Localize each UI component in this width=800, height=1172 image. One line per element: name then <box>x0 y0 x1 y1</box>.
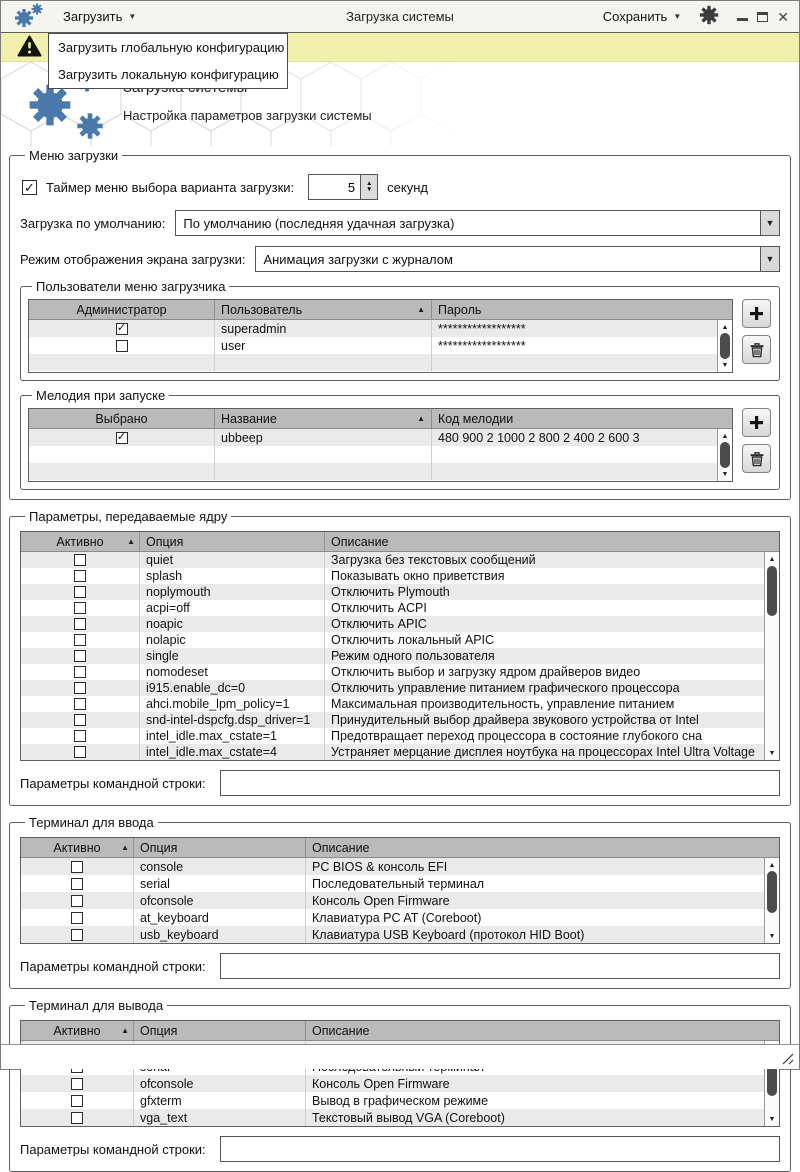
column-header-active[interactable]: Активно ▲ <box>53 1023 129 1038</box>
column-header-description[interactable]: Описание <box>324 532 779 551</box>
column-header-admin[interactable]: Администратор <box>76 302 167 317</box>
description-cell: Принудительный выбор драйвера звукового устройства от Intel <box>324 712 779 728</box>
menu-item-load-local-config[interactable]: Загрузить локальную конфигурацию <box>58 67 279 82</box>
boot-menu-group <box>9 148 791 500</box>
option-cell: splash <box>139 568 324 584</box>
name-cell: ubbeep <box>214 429 431 446</box>
option-cell: intel_idle.max_cstate=1 <box>139 728 324 744</box>
active-checkbox[interactable] <box>74 634 86 646</box>
boot-users-legend: Пользователи меню загрузчика <box>36 279 226 294</box>
column-header-active[interactable]: Активно ▲ <box>53 840 129 855</box>
delete-user-button[interactable] <box>742 335 771 364</box>
column-header-option[interactable]: Опция <box>133 1021 305 1040</box>
active-checkbox[interactable] <box>74 586 86 598</box>
spin-up-icon: ▲ <box>365 180 373 187</box>
trash-icon <box>749 342 765 358</box>
load-dropdown-menu <box>48 33 288 89</box>
vertical-scrollbar[interactable] <box>764 552 779 760</box>
input-terminal-group <box>9 815 791 989</box>
option-cell: quiet <box>139 552 324 568</box>
scroll-up-icon[interactable]: ▲ <box>768 555 776 563</box>
option-cell: usb_keyboard <box>133 926 305 943</box>
status-bar <box>1 1044 799 1069</box>
app-gears-icon <box>11 1 45 32</box>
warning-triangle-icon <box>17 35 42 60</box>
vertical-scrollbar[interactable] <box>717 320 732 372</box>
table-row[interactable] <box>21 648 779 664</box>
column-header-option[interactable]: Опция <box>133 838 305 857</box>
active-checkbox[interactable] <box>74 698 86 710</box>
boot-menu-legend: Меню загрузки <box>29 148 119 163</box>
column-header-selected[interactable]: Выбрано <box>95 411 148 426</box>
main-content <box>1 146 799 1172</box>
option-cell: noapic <box>139 616 324 632</box>
startup-melody-group <box>20 388 780 490</box>
table-row[interactable] <box>21 584 779 600</box>
output-terminal-legend: Терминал для вывода <box>29 998 164 1013</box>
users-table-body <box>29 320 732 372</box>
sort-asc-icon: ▲ <box>417 305 425 314</box>
table-row[interactable] <box>21 600 779 616</box>
scroll-up-icon[interactable]: ▲ <box>721 323 729 331</box>
active-checkbox[interactable] <box>71 912 83 924</box>
settings-gear-icon[interactable] <box>699 5 719 28</box>
sort-asc-icon: ▲ <box>121 1026 129 1035</box>
input-terminal-cmdline-input[interactable] <box>220 953 780 979</box>
table-row[interactable] <box>21 632 779 648</box>
description-cell: Текстовый вывод VGA (Coreboot) <box>305 1109 779 1126</box>
column-header-code[interactable]: Код мелодии <box>431 409 732 428</box>
chevron-down-icon: ▼ <box>765 254 775 264</box>
input-terminal-legend: Терминал для ввода <box>29 815 154 830</box>
kernel-cmdline-input[interactable] <box>220 770 780 796</box>
option-cell: nomodeset <box>139 664 324 680</box>
plus-icon <box>749 415 764 430</box>
user-cell: user <box>214 337 431 354</box>
table-row[interactable] <box>21 858 779 875</box>
table-row[interactable] <box>21 1075 779 1092</box>
active-checkbox[interactable] <box>71 861 83 873</box>
boot-users-group <box>20 279 780 381</box>
timer-value-input[interactable] <box>308 174 361 200</box>
maximize-button[interactable] <box>757 12 768 22</box>
output-terminal-group <box>9 998 791 1172</box>
chevron-down-icon: ▼ <box>673 12 682 21</box>
page-subtitle: Настройка параметров загрузки системы <box>123 108 372 123</box>
table-row[interactable] <box>21 712 779 728</box>
user-cell: superadmin <box>214 320 431 337</box>
startup-melody-legend: Мелодия при запуске <box>36 388 166 403</box>
save-menu-label: Сохранить <box>602 9 668 24</box>
vertical-scrollbar[interactable] <box>717 429 732 481</box>
table-row[interactable] <box>21 552 779 568</box>
active-checkbox[interactable] <box>74 602 86 614</box>
column-header-description[interactable]: Описание <box>305 838 779 857</box>
scroll-down-icon[interactable]: ▼ <box>768 1115 776 1123</box>
load-menu-button[interactable] <box>59 6 140 27</box>
plus-icon <box>749 306 764 321</box>
kernel-params-table <box>20 531 780 761</box>
spin-down-icon: ▼ <box>365 186 373 193</box>
option-cell: intel_idle.max_cstate=4 <box>139 744 324 760</box>
option-cell: noplymouth <box>139 584 324 600</box>
description-cell: Загрузка без текстовых сообщений <box>324 552 779 568</box>
output-terminal-table <box>20 1020 780 1127</box>
description-cell: Показывать окно приветствия <box>324 568 779 584</box>
scrollbar-thumb[interactable] <box>720 442 730 468</box>
display-mode-value: Анимация загрузки с журналом <box>263 251 453 267</box>
description-cell: Консоль Open Firmware <box>305 892 779 909</box>
table-row[interactable] <box>21 664 779 680</box>
description-cell: Клавиатура PC AT (Coreboot) <box>305 909 779 926</box>
cmdline-label: Параметры командной строки: <box>20 958 206 974</box>
kernel-params-legend: Параметры, передаваемые ядру <box>29 509 228 524</box>
vertical-scrollbar[interactable] <box>764 858 779 943</box>
option-cell: snd-intel-dspcfg.dsp_driver=1 <box>139 712 324 728</box>
description-cell: Отключить APIC <box>324 616 779 632</box>
sort-asc-icon: ▲ <box>121 843 129 852</box>
load-menu-label: Загрузить <box>63 9 123 24</box>
password-cell: ****************** <box>431 320 732 337</box>
active-checkbox[interactable] <box>74 666 86 678</box>
password-cell: ****************** <box>431 337 732 354</box>
scroll-up-icon[interactable]: ▲ <box>721 432 729 440</box>
active-checkbox[interactable] <box>71 895 83 907</box>
chevron-down-icon: ▼ <box>128 12 137 21</box>
description-cell: Отключить ACPI <box>324 600 779 616</box>
menu-item-load-global-config[interactable]: Загрузить глобальную конфигурацию <box>58 40 285 55</box>
table-row[interactable] <box>21 568 779 584</box>
resize-grip-icon[interactable] <box>781 1052 794 1065</box>
window-title: Загрузка системы <box>346 9 454 24</box>
table-row[interactable] <box>21 696 779 712</box>
users-table <box>28 299 733 373</box>
option-cell: acpi=off <box>139 600 324 616</box>
default-boot-value: По умолчанию (последняя удачная загрузка) <box>183 215 455 231</box>
kernel-params-body <box>21 552 779 760</box>
table-row[interactable] <box>21 744 779 760</box>
description-cell: Отключить локальный APIC <box>324 632 779 648</box>
column-header-name[interactable]: Название ▲ <box>214 409 431 428</box>
timer-spinbox <box>308 174 378 200</box>
active-checkbox[interactable] <box>71 929 83 941</box>
input-terminal-body <box>21 858 779 943</box>
timer-unit-label: секунд <box>387 179 428 195</box>
input-terminal-table <box>20 837 780 944</box>
description-cell: PC BIOS & консоль EFI <box>305 858 779 875</box>
active-checkbox[interactable] <box>74 682 86 694</box>
table-row[interactable] <box>21 728 779 744</box>
description-cell: Режим одного пользователя <box>324 648 779 664</box>
melody-table-body <box>29 429 732 481</box>
cmdline-label: Параметры командной строки: <box>20 1141 206 1157</box>
admin-checkbox[interactable] <box>116 340 128 352</box>
option-cell: vga_text <box>133 1109 305 1126</box>
save-menu-button[interactable] <box>599 6 686 27</box>
spinner-arrows[interactable] <box>361 174 378 200</box>
add-melody-button[interactable] <box>742 408 771 437</box>
table-row[interactable] <box>21 926 779 943</box>
table-row[interactable] <box>21 1092 779 1109</box>
description-cell: Последовательный терминал <box>305 875 779 892</box>
description-cell: Клавиатура USB Keyboard (протокол HID Boot) <box>305 926 779 943</box>
timer-checkbox[interactable]: ✓ <box>22 180 37 195</box>
table-row[interactable] <box>21 1109 779 1126</box>
column-header-password[interactable]: Пароль <box>431 300 732 319</box>
kernel-params-group <box>9 509 791 806</box>
table-row[interactable] <box>21 616 779 632</box>
display-mode-combobox[interactable] <box>255 246 780 272</box>
admin-checkbox[interactable]: ✓ <box>116 322 127 334</box>
delete-melody-button[interactable] <box>742 444 771 473</box>
melody-table <box>28 408 733 482</box>
description-cell: Отключить Plymouth <box>324 584 779 600</box>
scroll-down-icon[interactable]: ▼ <box>768 749 776 757</box>
table-row[interactable] <box>29 337 732 354</box>
column-header-option[interactable]: Опция <box>139 532 324 551</box>
output-terminal-cmdline-input[interactable] <box>220 1136 780 1162</box>
description-cell: Отключить управление питанием графического процессора <box>324 680 779 696</box>
option-cell: gfxterm <box>133 1092 305 1109</box>
scroll-down-icon[interactable]: ▼ <box>721 470 729 478</box>
active-checkbox[interactable] <box>71 1095 83 1107</box>
active-checkbox[interactable] <box>74 730 86 742</box>
scroll-down-icon[interactable]: ▼ <box>721 361 729 369</box>
menubar <box>1 1 799 33</box>
active-checkbox[interactable] <box>74 650 86 662</box>
option-cell: nolapic <box>139 632 324 648</box>
table-row[interactable] <box>29 429 732 446</box>
table-row[interactable] <box>21 680 779 696</box>
description-cell: Консоль Open Firmware <box>305 1075 779 1092</box>
scrollbar-thumb[interactable] <box>720 333 730 359</box>
scrollbar-thumb[interactable] <box>767 871 777 913</box>
description-cell: Предотвращает переход процессора в состояние глубокого сна <box>324 728 779 744</box>
sort-asc-icon: ▲ <box>417 414 425 423</box>
column-header-active[interactable]: Активно ▲ <box>56 534 135 549</box>
default-boot-combobox[interactable] <box>175 210 780 236</box>
option-cell: single <box>139 648 324 664</box>
minimize-button[interactable] <box>737 18 748 21</box>
trash-icon <box>749 451 765 467</box>
combo-arrow-button[interactable] <box>760 211 779 235</box>
description-cell: Устраняет мерцание дисплея ноутбука на процессорах Intel Ultra Voltage <box>324 744 779 760</box>
option-cell: i915.enable_dc=0 <box>139 680 324 696</box>
active-checkbox[interactable] <box>74 618 86 630</box>
active-checkbox[interactable] <box>71 1112 83 1124</box>
active-checkbox[interactable] <box>71 1078 83 1090</box>
active-checkbox[interactable] <box>74 554 86 566</box>
option-cell: console <box>133 858 305 875</box>
option-cell: ofconsole <box>133 892 305 909</box>
code-cell: 480 900 2 1000 2 800 2 400 2 600 3 <box>431 429 732 446</box>
active-checkbox[interactable] <box>74 570 86 582</box>
table-row[interactable] <box>29 320 732 337</box>
default-boot-label: Загрузка по умолчанию: <box>20 215 166 231</box>
active-checkbox[interactable] <box>74 746 86 758</box>
table-row[interactable] <box>21 909 779 926</box>
description-cell: Отключить выбор и загрузку ядром драйверов видео <box>324 664 779 680</box>
active-checkbox[interactable] <box>74 714 86 726</box>
close-button[interactable]: ✕ <box>777 8 789 25</box>
column-header-user[interactable]: Пользователь ▲ <box>214 300 431 319</box>
option-cell: ahci.mobile_lpm_policy=1 <box>139 696 324 712</box>
sort-asc-icon: ▲ <box>127 537 135 546</box>
scrollbar-thumb[interactable] <box>767 566 777 616</box>
option-cell: at_keyboard <box>133 909 305 926</box>
display-mode-label: Режим отображения экрана загрузки: <box>20 251 246 267</box>
option-cell: serial <box>133 875 305 892</box>
empty-row <box>29 446 732 463</box>
table-row[interactable] <box>21 892 779 909</box>
chevron-down-icon: ▼ <box>765 218 775 228</box>
empty-row <box>29 463 732 480</box>
empty-row <box>29 354 732 371</box>
cmdline-label: Параметры командной строки: <box>20 775 206 791</box>
active-checkbox[interactable] <box>71 878 83 890</box>
scroll-down-icon[interactable]: ▼ <box>768 932 776 940</box>
scroll-up-icon[interactable]: ▲ <box>768 861 776 869</box>
combo-arrow-button[interactable] <box>760 247 779 271</box>
column-header-description[interactable]: Описание <box>305 1021 779 1040</box>
table-row[interactable] <box>21 875 779 892</box>
description-cell: Вывод в графическом режиме <box>305 1092 779 1109</box>
add-user-button[interactable] <box>742 299 771 328</box>
timer-label: Таймер меню выбора варианта загрузки: <box>46 179 295 195</box>
description-cell: Максимальная производительность, управление питанием <box>324 696 779 712</box>
selected-checkbox[interactable]: ✓ <box>116 431 127 443</box>
option-cell: ofconsole <box>133 1075 305 1092</box>
